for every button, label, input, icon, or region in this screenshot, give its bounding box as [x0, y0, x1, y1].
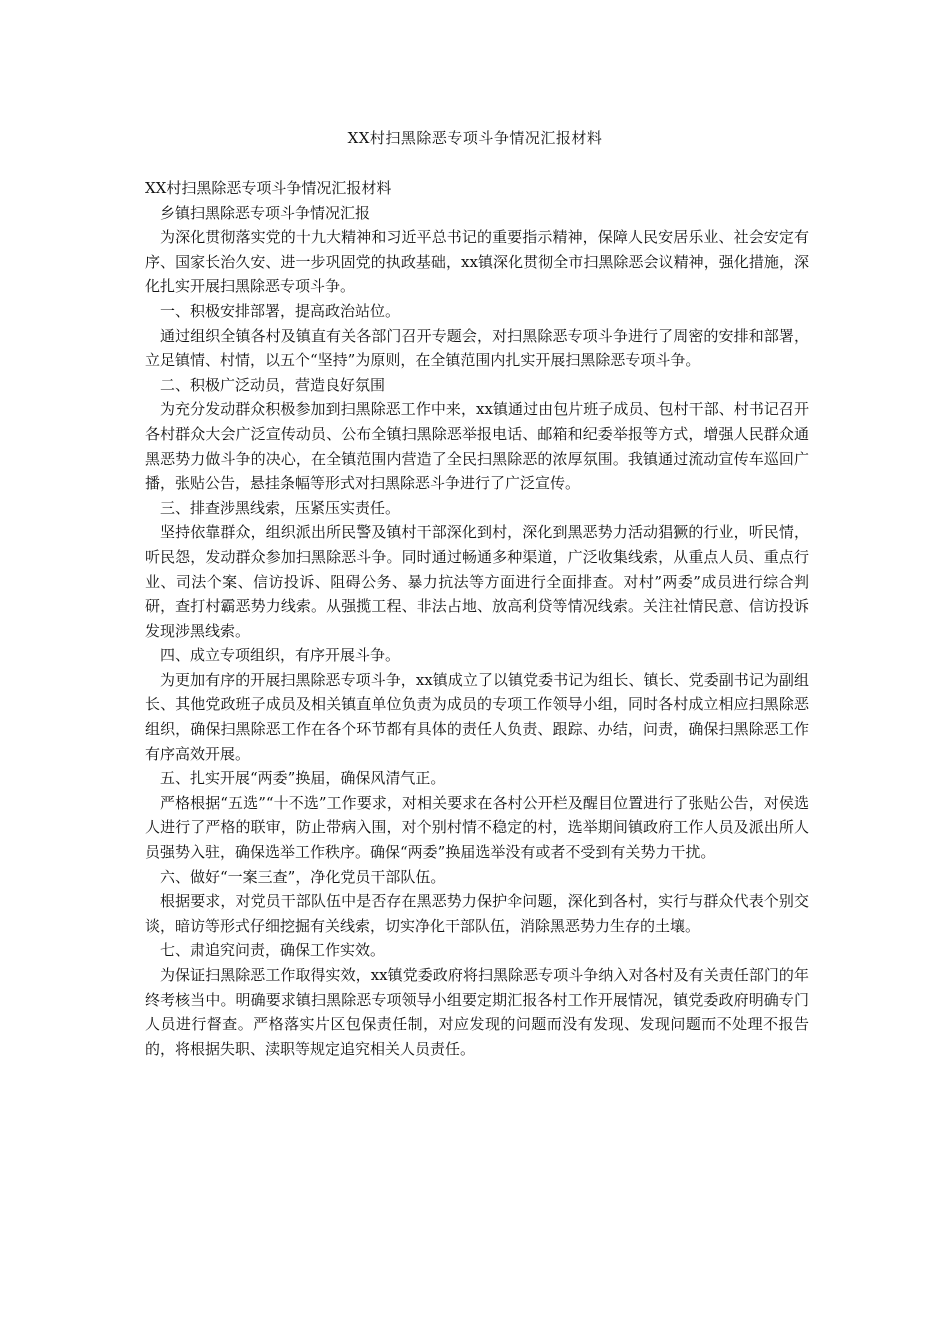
section-heading-6: 六、做好“一案三查”，净化党员干部队伍。 [160, 867, 446, 886]
section-body-7: 为保证扫黑除恶工作取得实效，xx镇党委政府将扫黑除恶专项斗争纳入对各村及有关责任部门的年终考核当中。明确要求镇扫黑除恶专项领导小组要定期汇报各村工作开展情况，镇党委政府明确专门人员进行督查。严格落实片区包保责任制，对应发现的问题而没有发现、发现问题而不处理不报告的，将根据失职、渎职等规定追究相关人员责任。 [145, 966, 809, 1058]
section-body-6: 根据要求，对党员干部队伍中是否存在黑恶势力保护伞问题，深化到各村，实行与群众代表个别交谈，暗访等形式仔细挖掘有关线索，切实净化干部队伍，消除黑恶势力生存的土壤。 [145, 892, 809, 935]
section-body-1: 通过组织全镇各村及镇直有关各部门召开专题会，对扫黑除恶专项斗争进行了周密的安排和部署，立足镇情、村情，以五个“坚持”为原则，在全镇范围内扎实开展扫黑除恶专项斗争。 [145, 326, 809, 370]
section-body-5: 严格根据“五选”“十不选”工作要求，对相关要求在各村公开栏及醒目位置进行了张贴公告，对侯选人进行了严格的联审，防止带病入围，对个别村情不稳定的村，选举期间镇政府工作人员及派出所人员强势入驻，确保选举工作秩序。确保“两委”换届选举没有或者不受到有关势力干扰。 [145, 793, 809, 862]
section-heading-7: 七、肃追究问责，确保工作实效。 [160, 941, 386, 960]
section-heading-4: 四、成立专项组织，有序开展斗争。 [160, 646, 401, 665]
section-heading-3: 三、排查涉黑线索，压紧压实责任。 [160, 498, 401, 517]
report-subtitle: 乡镇扫黑除恶专项斗争情况汇报 [160, 203, 371, 222]
body-heading: XX村扫黑除恶专项斗争情况汇报材料 [145, 179, 392, 197]
document-title: XX村扫黑除恶专项斗争情况汇报材料 [347, 129, 603, 147]
section-body-4: 为更加有序的开展扫黑除恶专项斗争，xx镇成立了以镇党委书记为组长、镇长、党委副书记为副组长、其他党政班子成员及相关镇直单位负责为成员的专项工作领导小组，同时各村成立相应扫黑除恶组织，确保扫黑除恶工作在各个环节都有具体的责任人负责、跟踪、办结，问责，确保扫黑除恶工作有序高效开展。 [145, 670, 809, 763]
intro-paragraph: 为深化贯彻落实党的十九大精神和习近平总书记的重要指示精神，保障人民安居乐业、社会安定有序、国家长治久安、进一步巩固党的执政基础，xx镇深化贯彻全市扫黑除恶会议精神，强化措施，深化扎实开展扫黑除恶专项斗争。 [145, 228, 809, 296]
section-body-3: 坚持依靠群众，组织派出所民警及镇村干部深化到村，深化到黑恶势力活动猖獗的行业，听民情，听民怨，发动群众参加扫黑除恶斗争。同时通过畅通多种渠道，广泛收集线索，从重点人员、重点行业、司法个案、信访投诉、阻碍公务、暴力抗法等方面进行全面排查。对村”两委”成员进行综合判研，查打村霸恶势力线索。从强揽工程、非法占地、放高利贷等情况线索。关注社情民意、信访投诉发现涉黑线索。 [145, 523, 809, 640]
document-body [145, 176, 809, 1061]
section-body-2: 为充分发动群众积极参加到扫黑除恶工作中来，xx镇通过由包片班子成员、包村干部、村书记召开各村群众大会广泛宣传动员、公布全镇扫黑除恶举报电话、邮箱和纪委举报等方式，增强人民群众通黑恶势力做斗争的决心，在全镇范围内营造了全民扫黑除恶的浓厚氛围。我镇通过流动宣传车巡回广播，张贴公告，悬挂条幅等形式对扫黑除恶斗争进行了广泛宣传。 [145, 400, 809, 493]
section-heading-5: 五、扎实开展“两委”换届，确保风清气正。 [160, 769, 446, 788]
section-heading-1: 一、积极安排部署，提高政治站位。 [160, 301, 401, 320]
section-heading-2: 二、积极广泛动员，营造良好氛围 [160, 375, 386, 394]
